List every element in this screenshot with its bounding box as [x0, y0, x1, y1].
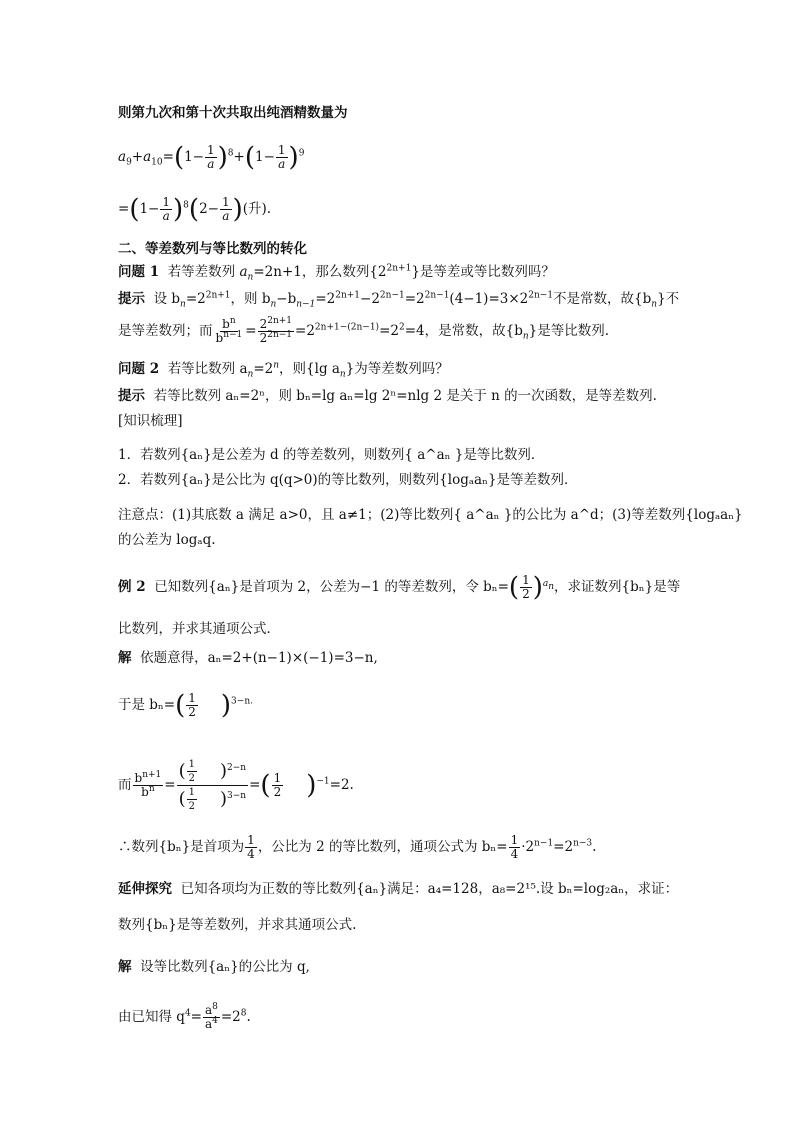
intro-line: 则第九次和第十次共取出纯酒精数量为 — [118, 105, 348, 121]
hint-1-line-1: 提示 设 $b_n=2^{2n+1}$，则 $b_n-b_{n-1}=2^{2n+1}-2^{2n-1}=2^{2n-1}(4-1)=3\times 2^{2n-1}$不是常数，故$\{b_n\}$不 — [118, 290, 680, 310]
knowledge-item-2: 2．若数列{aₙ}是公比为 q(q>0)的等比数列，则数列{logₐaₙ}是等差数列． — [118, 472, 578, 488]
solution-line-2: 于是 bₙ=( $\frac{1}{2}$ )$^{3-n.}$ — [118, 690, 253, 721]
question-2: 问题 2 若等比数列 $a_n=2^n$，则{lg $a_n$}为等差数列吗？ — [118, 360, 449, 380]
hint-1-line-2: 是等差数列；而 $\frac{b^n}{b^{n-1}}$ = $\frac{2^{2n+1}}{2^{2n-1}}$ $=2^{2n+1-(2n-1)}=2^2=4$，是常数，故$\{b_n\}$是等比数列. — [118, 316, 610, 345]
solution-2-line-1: 解 设等比数列{aₙ}的公比为 q, — [118, 959, 310, 975]
note-line-1: 注意点：(1)其底数 a 满足 a>0，且 a≠1；(2)等比数列{ a^aₙ }的公比为 a^d；(3)等差数列{logₐaₙ} — [118, 507, 743, 523]
solution-line-3: 而 $\frac{b^{n+1}}{b^n}$ = ( $\frac{1}{2}$ )$^{2-n}$ ( $\frac{1}{2}$ )$^{3-n}$ =( $\frac{1}{2}$ )$^{-1}$=2. — [118, 759, 354, 812]
solution-line-1: 解 依题意得，aₙ=2+(n−1)×(−1)=3−n, — [118, 650, 378, 666]
hint-2: 提示 若等比数列 aₙ=2ⁿ，则 bₙ=lg aₙ=lg 2ⁿ=nlg 2 是关于 n 的一次函数，是等差数列. — [118, 388, 657, 404]
section-heading: 二、等差数列与等比数列的转化 — [118, 241, 307, 257]
extension-line-1: 延伸探究 已知各项均为正数的等比数列{aₙ}满足：a₄=128，a₈=2¹⁵.设 bₙ=log₂aₙ，求证： — [118, 881, 679, 897]
equation-a9-a10: $a_9+a_{10}=(1-$ $\frac{1}{a}$ )$^8$+(1− $\frac{1}{a}$ )$^9$ — [118, 142, 305, 173]
solution-2-line-2: 由已知得 $q^4=$ $\frac{a^8}{a^4}$ $=2^8$. — [118, 1002, 251, 1031]
solution-line-4: ∴数列{bₙ}是首项为 $\frac{1}{4}$ ，公比为 2 的等比数列，通项公式为 bₙ= $\frac{1}{4}$ $\cdot 2^{n-1}=2^{n-3}$. — [118, 833, 597, 861]
equation-result: =(1− $\frac{1}{a}$ )$^8$(2− $\frac{1}{a}$ )(升). — [118, 194, 272, 225]
example-2-line-1: 例 2 已知数列{aₙ}是首项为 2，公差为−1 的等差数列，令 bₙ=( $\frac{1}{2}$ )$^{a_n}$，求证数列{bₙ}是等 — [118, 572, 681, 603]
knowledge-item-1: 1．若数列{aₙ}是公差为 d 的等差数列，则数列{ a^aₙ }是等比数列． — [118, 447, 545, 463]
knowledge-header: [知识梳理] — [118, 413, 183, 429]
question-1: 问题 1 若等差数列 $a_n=2n+1$，那么数列$\{2^{2n+1}\}$是等差或等比数列吗？ — [118, 263, 555, 283]
extension-line-2: 数列{bₙ}是等差数列，并求其通项公式. — [118, 917, 357, 933]
example-2-line-2: 比数列，并求其通项公式． — [118, 621, 280, 637]
note-line-2: 的公差为 logₐq. — [118, 532, 216, 548]
